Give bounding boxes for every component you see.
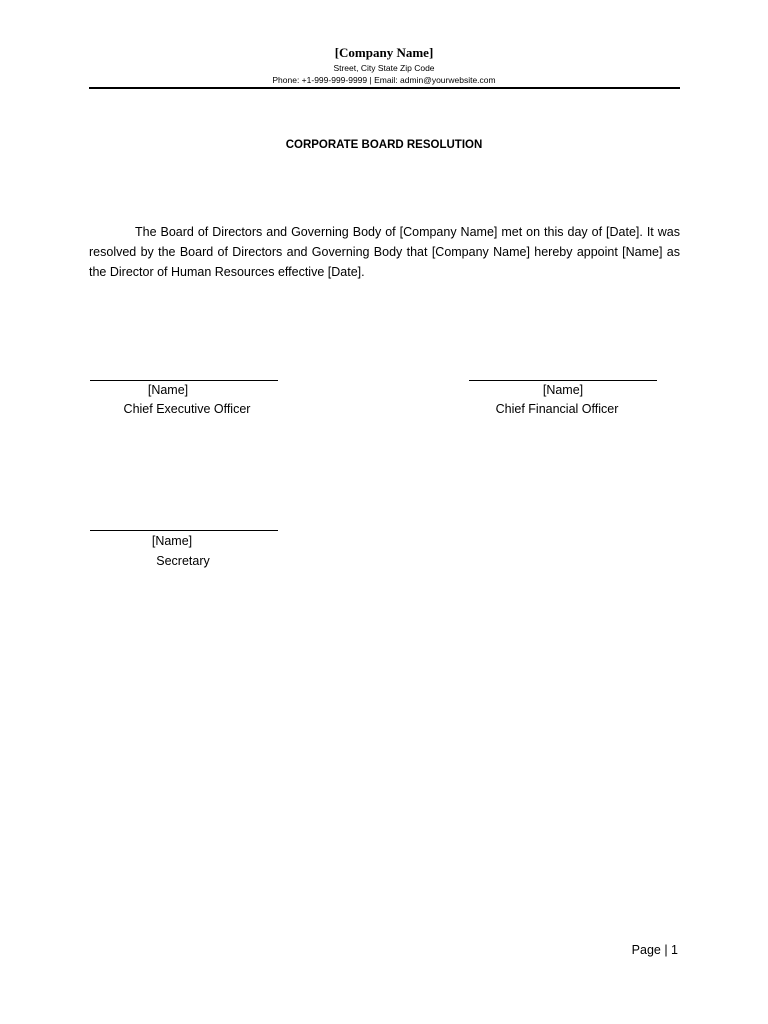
header-divider	[89, 87, 680, 89]
secretary-title: Secretary	[156, 554, 210, 568]
company-address: Street, City State Zip Code	[333, 63, 435, 73]
cfo-name: [Name]	[542, 383, 584, 397]
secretary-signature-line	[90, 530, 278, 531]
cfo-title: Chief Financial Officer	[495, 402, 619, 416]
resolution-paragraph: The Board of Directors and Governing Body of [Company Name] met on this day of [Date]. It was resolved by the Board of Directors and Governing Body that [Company Name] hereby appoint [Name] as the Director of Human Resources effective [Date].	[89, 225, 680, 279]
company-contact: Phone: +1-999-999-9999 | Email: admin@yourwebsite.com	[272, 75, 496, 85]
page-number: Page | 1	[631, 943, 678, 957]
ceo-signature-line	[90, 380, 278, 381]
document-title: CORPORATE BOARD RESOLUTION	[285, 139, 483, 151]
company-name: [Company Name]	[334, 45, 434, 60]
secretary-name: [Name]	[151, 534, 193, 548]
ceo-title: Chief Executive Officer	[123, 402, 251, 416]
cfo-signature-line	[469, 380, 657, 381]
ceo-name: [Name]	[147, 383, 189, 397]
